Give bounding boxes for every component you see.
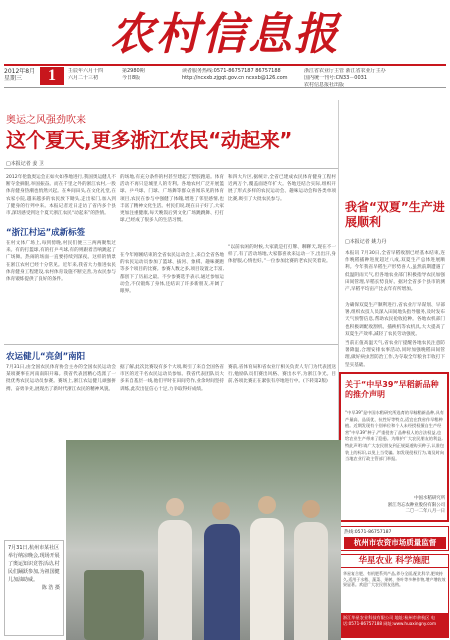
lunar-line-2: 六月二十三初 [68,75,99,81]
section2-title: 农运健儿“亮剑”南阳 [6,352,86,362]
photo-credit: 陈 浩 摄 [41,585,60,591]
divider [4,344,338,345]
issue-number: 第2980期 [122,68,145,74]
section1-text: 在村文体广场上,每到傍晚,村民们便三三两两聚集过来。有的打篮球,有的打乒乓球,有的则跟着音响跳起了广场舞。热闹的场面一直要持续到深夜。这样的情景在浙江农村已经十分常见。近年来,我省大力推进农民体育健身工程建设,农村体育设施不断完善,为农民参与体育锻炼提供了良好的条件。 [6,241,116,283]
right-article-text-3: 当前正值高温天气,省农业厅提醒各地农民注意防暑降温,合理安排农事活动,同时加强晚稻田间管理,做好病虫害防治工作,为夺取全年粮食丰收打下坚实基础。 [345,341,445,368]
table [84,570,144,640]
issue-info [122,68,178,82]
right-article-text: 本报讯 7月30日,全省早稻收割已经基本结束,连作晚稻插种进度超过八成,双夏生产总体进展顺利。今年我省早稻生产形势喜人,虽然前期遭遇了低温阴雨天气,但各地农业部门积极指导农民加强田间管理,早稻长势良好。据对全省多个县市的测产,早稻平均亩产比去年有所增加。 [345,251,445,293]
dateline-date [4,68,40,82]
publisher-text-2: 农村信息报社出版 [304,82,345,88]
person-head [302,500,320,518]
fertilizer-ad-footer: 浙江华星农业科技有限公司 地址:杭州市余杭区 电话:0571-86757188 网址:www.huaxingny.com [340,613,448,637]
signature-line-2: 浙江勿忘农种业股份有限公司 [387,502,445,508]
publisher-info [304,68,446,89]
lead-col2-text: 的场地,有充分条件的村甚至建起了塑胶跑道。体育活动不再只是城里人的专利。各地农村广泛开展篮球、乒乓球、门球、广场舞等群众喜闻乐见的体育项目,农民在参与中强健了体魄,增进了邻里感情,也丰富了精神文化生活。村民们说,现在日子好了,大家更加注重健康,每天晚饭后到文化广场跳跳舞、打打球,已经成了很多人的生活习惯。 [120,175,224,224]
photo-caption [4,540,64,636]
section1-text-3: “以前农闲的时候,大家就是打打牌、聊聊天,现在不一样了,有了活动场地,大家都喜欢来运动一下,出出汗,身体舒服,心情也好。”一位参加比赛的老农民笑着说。 [228,245,336,265]
section2-text-3: 赛前,省体育局和省农业厅相关负责人专门为代表团送行,勉励队员们赛出风格、赛出水平,为浙江争光。目前,各项比赛正在紧张有序地进行中。(下转第2版) [228,365,336,385]
section2-text: 7月31日,由全国农民体育协会主办的全国农民运动会某项赛事在河南南阳开幕。我省代表团精心选派了一批优秀农民运动员参赛。赛场上,浙江农运健儿顽强拼搏、奋勇争先,展现出了新时代浙江农民的精神风貌。 [6,365,116,392]
weekday-text: 星期三 [4,75,23,82]
right-article-text-2: 为确保双夏生产顺利进行,省农业厅早谋划、早部署,组织农技人员深入田间地头指导服务,及时发布天气预警信息,帮助农民抢收抢种。各地农机部门也积极调配收割机、插秧机等农机具,大大提高了双夏生产效率,减轻了农民劳动强度。 [345,303,445,337]
statement-title: 关于“中早39”早稻新品种的推介声明 [345,380,439,399]
fertilizer-ad-title: 华星农业 科学施肥 [340,555,448,568]
hotline-text: 读者服务热线:0571-86757187 86757188 [182,68,281,74]
fertilizer-ad [339,554,449,638]
person-figure [158,520,192,640]
day-number: 1 [40,67,64,85]
publisher-text: 浙江省农业厅主管 浙江省农业厅主办 [304,68,386,74]
lead-col3-text: 和四大片区,据统计,全省已建成农民体育健身工程村近两万个,覆盖面逐年扩大。各地还结合实际,组织开展了形式多样的农民运动会、趣味运动会和各类单项比赛,吸引了大批农民参与。 [228,175,336,202]
person-head [212,502,230,520]
subscription-hotline: 热线:0571-86757187 [344,530,392,535]
signature-line-1: 中国水稻研究所 [414,496,445,501]
person-figure [250,518,284,640]
person-figure [294,522,328,640]
divider [4,168,338,169]
contact-info [182,68,302,82]
masthead [0,0,450,62]
fertilizer-ad-text: 华星复合肥、有机肥系列产品,养分全面,配比科学,肥效持久,适用于水稻、蔬菜、果树、茶叶等多种作物,增产增收效果显著。欢迎广大农民朋友选购。 [343,571,446,588]
section2-text-2: 据了解,此次比赛设有多个大项,吸引了来自全国各省市区的近千名农民运动员参加。我省代表团队员大多来自基层一线,他们平时在田间劳作,业余时间坚持训练,此次出征信心十足,力争取得好成绩。 [120,365,224,392]
right-article-byline: □本报记者 姚力丹 [345,239,387,245]
photo-caption-text: 7月31日,杭州市某社区举行纳凉晚会,现场开展了奥运知识竞答活动,村民们踊跃参加,为祖国健儿加油助威。 [8,545,60,583]
statement-signature [345,496,445,516]
cn-number: 国内统一刊号:CN33－0031 [304,75,368,81]
person-figure [204,524,240,640]
lead-intro-text: 2012年伦敦奥运会正如火如荼地进行,我国奥运健儿不断夺金摘银,举国振奋。而在千里之外的浙江农村,一股体育健身热潮也悄然兴起。在乡间田头,在文化礼堂,在农家小院,越来越多的农民放下锄头,走出家门,加入到了健身的行列中来。本报记者近日走访了省内多个县市,深切感受到这个夏天浙江农民“动起来”的热情。 [6,175,116,217]
subscription-strip [340,526,449,551]
right-article-title[interactable]: 我省“双夏”生产进展顺利 [345,200,445,229]
lead-kicker: 奥运之风强劲吹来 [6,115,86,126]
newspaper-title: 农村信息报 [110,9,340,60]
subscription-banner: 杭州市农资市场质量监督 [344,537,446,549]
page-count: 今日8版 [122,75,141,81]
dateline-bar [4,64,446,88]
section1-text-2: 在今年刚刚结束的全省农民运动会上,来自全省各地的农民运动员参加了篮球、拔河、象棋、趣味赛跑等多个项目的比赛。参赛人数之多,项目设置之丰富,都创下了历届之最。不少参赛选手表示,通过参加运动会,不仅锻炼了身体,还结识了许多新朋友,开阔了眼界。 [120,253,224,295]
lead-headline[interactable]: 这个夏天,更多浙江农民“动起来” [6,128,292,152]
person-head [258,496,276,514]
section1-title: “浙江村运”成新标签 [6,228,86,238]
person-head [166,498,184,516]
statement-text: “中早39”是中国水稻研究所选育的早籼稻新品种,具有产量高、品质优、抗性好等特点,适宜在我省作早稻种植。近期发现有个别单位和个人未经授权擅自生产经营“中早39”种子,严重侵害了品种权人的合法权益,也给农业生产带来了隐患。为维护广大农民朋友的利益,特此声明:请广大农民朋友到正规渠道购买种子,认准包装上的标识,以免上当受骗。如发现侵权行为,请及时向当地农业行政主管部门举报。 [345,410,445,462]
signature-line-3: 二〇一二年八月一日 [405,509,445,515]
statement-ad [339,372,449,522]
website-link[interactable]: http://ncxxb.zjgqt.gov.cn ncxxb@126.com [182,75,288,81]
lunar-line-1: 壬辰年六月十四 [68,68,104,74]
lunar-date [68,68,120,82]
date-text: 2012年8月 [4,68,36,75]
lead-byline: □本报记者 姜 卫 [6,161,44,167]
news-photo [66,440,341,640]
